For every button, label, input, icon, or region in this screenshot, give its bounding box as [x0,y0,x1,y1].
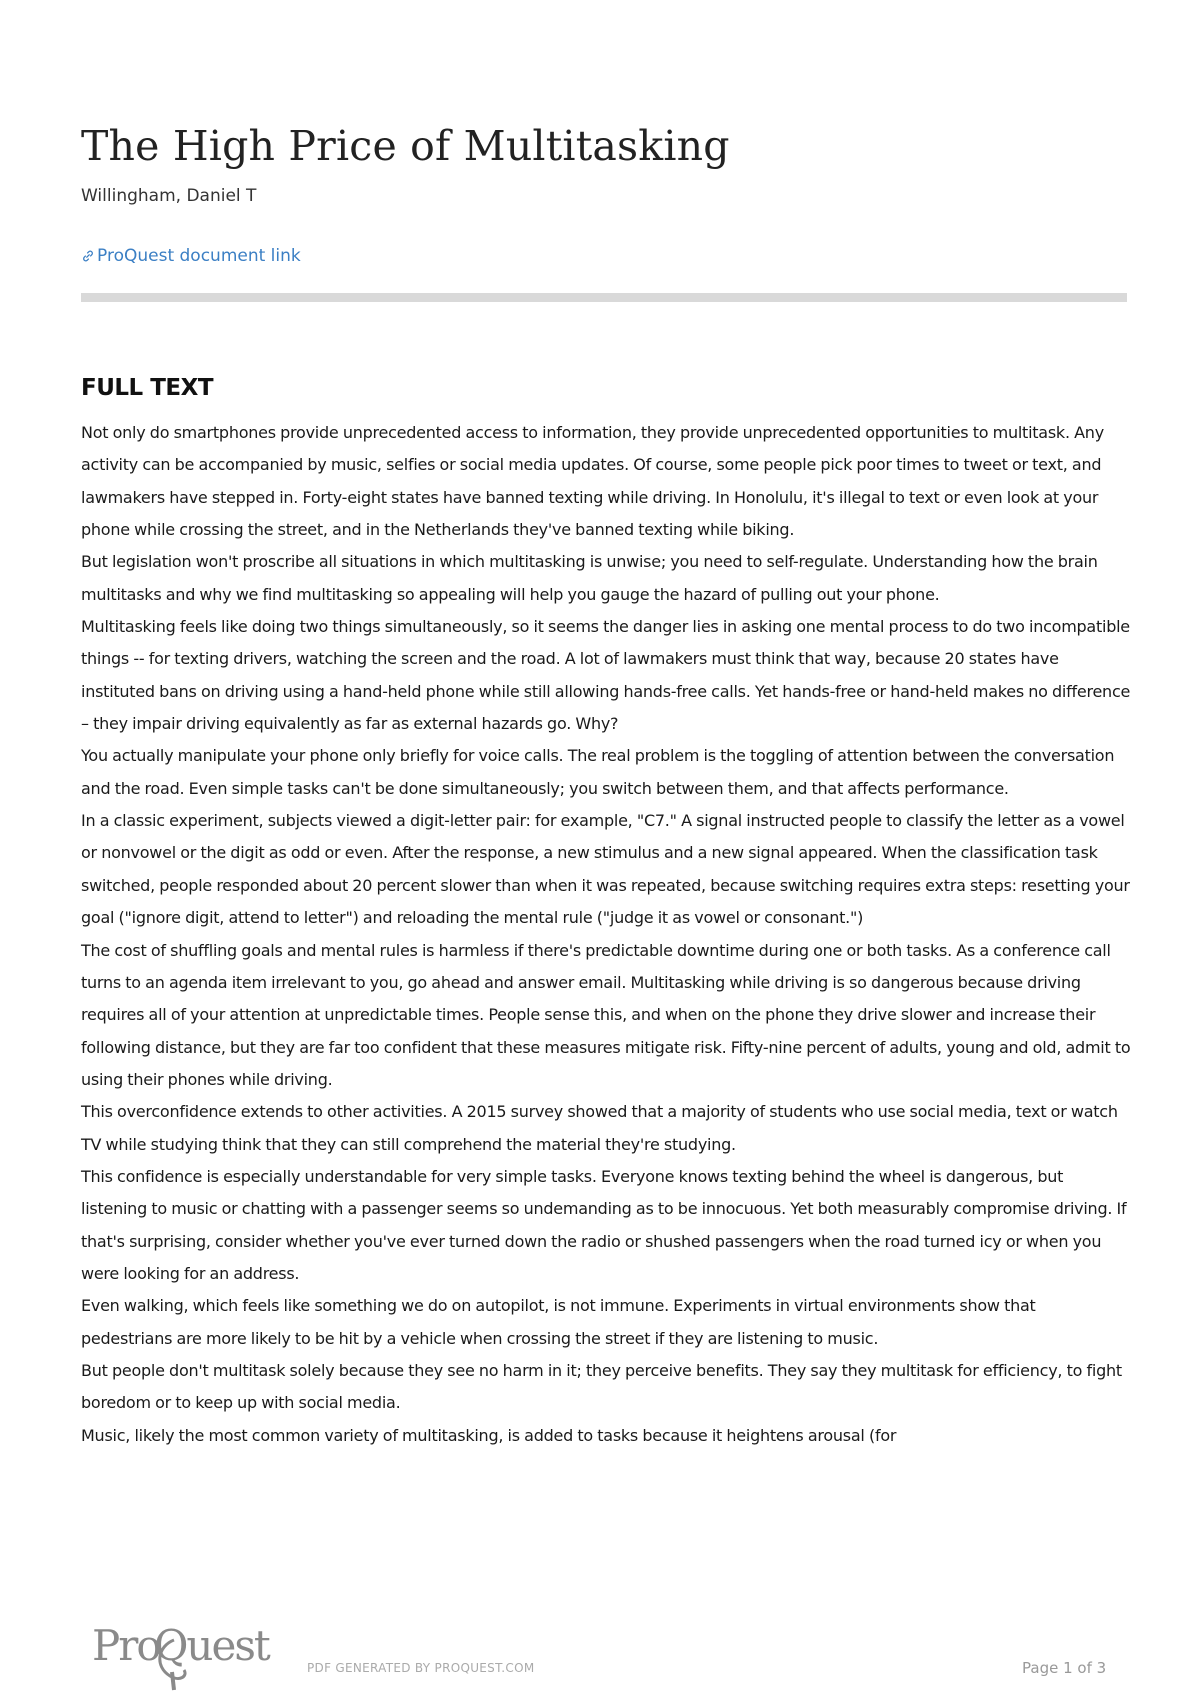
article-body [81,417,1131,1452]
paragraph: This overconfidence extends to other activities. A 2015 survey showed that a majority of students who use social media, text or watch TV while studying think that they can still comprehend the material they're studying. [81,1102,1118,1154]
paragraph: Not only do smartphones provide unprecedented access to information, they provide unprecedented opportunities to multitask. Any activity can be accompanied by music, selfies or social media updates. Of course, some people pick poor times to tweet or text, and lawmakers have stepped in. Forty-eight states have banned texting while driving. In Honolulu, it's illegal to text or even look at your phone while crossing the street, and in the Netherlands they've banned texting while biking. [81,423,1104,540]
page-footer [0,1610,1200,1690]
header-divider [81,293,1127,302]
proquest-document-link[interactable] [81,244,301,268]
svg-text:Pro: Pro [92,1621,160,1670]
paragraph: You actually manipulate your phone only briefly for voice calls. The real problem is the toggling of attention between the conversation and the road. Even simple tasks can't be done simultaneously; you switch between them, and that affects performance. [81,746,1115,798]
link-label: ProQuest document link [97,246,301,266]
proquest-logo [88,1610,269,1690]
paragraph: But legislation won't proscribe all situations in which multitasking is unwise; you need to self-regulate. Understanding how the brain multitasks and why we find multitasking so appealing will help you gauge the hazard of pulling out your phone. [81,552,1098,604]
paragraph: Even walking, which feels like something we do on autopilot, is not immune. Experiments in virtual environments show that pedestrians are more likely to be hit by a vehicle when crossing the street if they are listening to music. [81,1296,1036,1348]
svg-text:Quest: Quest [154,1621,269,1670]
paragraph: In a classic experiment, subjects viewed a digit-letter pair: for example, "C7." A signal instructed people to classify the letter as a vowel or nonvowel or the digit as odd or even. After the response, a new stimulus and a new signal appeared. When the classification task switched, people responded about 20 percent slower than when it was repeated, because switching requires extra steps: resetting your goal ("ignore digit, attend to letter") and reloading the mental rule ("judge it as vowel or consonant.") [81,811,1130,928]
generated-by-label: PDF GENERATED BY PROQUEST.COM [307,1661,535,1675]
paragraph: This confidence is especially understandable for very simple tasks. Everyone knows texting behind the wheel is dangerous, but listening to music or chatting with a passenger seems so undemanding as to be innocuous. Yet both measurably compromise driving. If that's surprising, consider whether you've ever turned down the radio or shushed passengers when the road turned icy or when you were looking for an address. [81,1166,1127,1283]
paragraph: Music, likely the most common variety of multitasking, is added to tasks because it heightens arousal (for [81,1425,897,1445]
full-text-heading: FULL TEXT [81,375,214,401]
author-name: Willingham, Daniel T [81,186,257,206]
document-title: The High Price of Multitasking [81,122,730,170]
paragraph: Multitasking feels like doing two things simultaneously, so it seems the danger lies in asking one mental process to do two incompatible things -- for texting drivers, watching the screen and the road. A lot of lawmakers must think that way, because 20 states have instituted bans on driving using a hand-held phone while still allowing hands-free calls. Yet hands-free or hand-held makes no difference – they impair driving equivalently as far as external hazards go. Why? [81,617,1131,734]
page-indicator: Page 1 of 3 [1022,1659,1107,1677]
paragraph: The cost of shuffling goals and mental rules is harmless if there's predictable downtime during one or both tasks. As a conference call turns to an agenda item irrelevant to you, go ahead and answer email. Multitasking while driving is so dangerous because driving requires all of your attention at unpredictable times. People sense this, and when on the phone they drive slower and increase their following distance, but they are far too confident that these measures mitigate risk. Fifty-nine percent of adults, young and old, admit to using their phones while driving. [81,940,1131,1089]
link-icon [81,249,95,263]
paragraph: But people don't multitask solely because they see no harm in it; they perceive benefits. They say they multitask for efficiency, to fight boredom or to keep up with social media. [81,1360,1122,1413]
